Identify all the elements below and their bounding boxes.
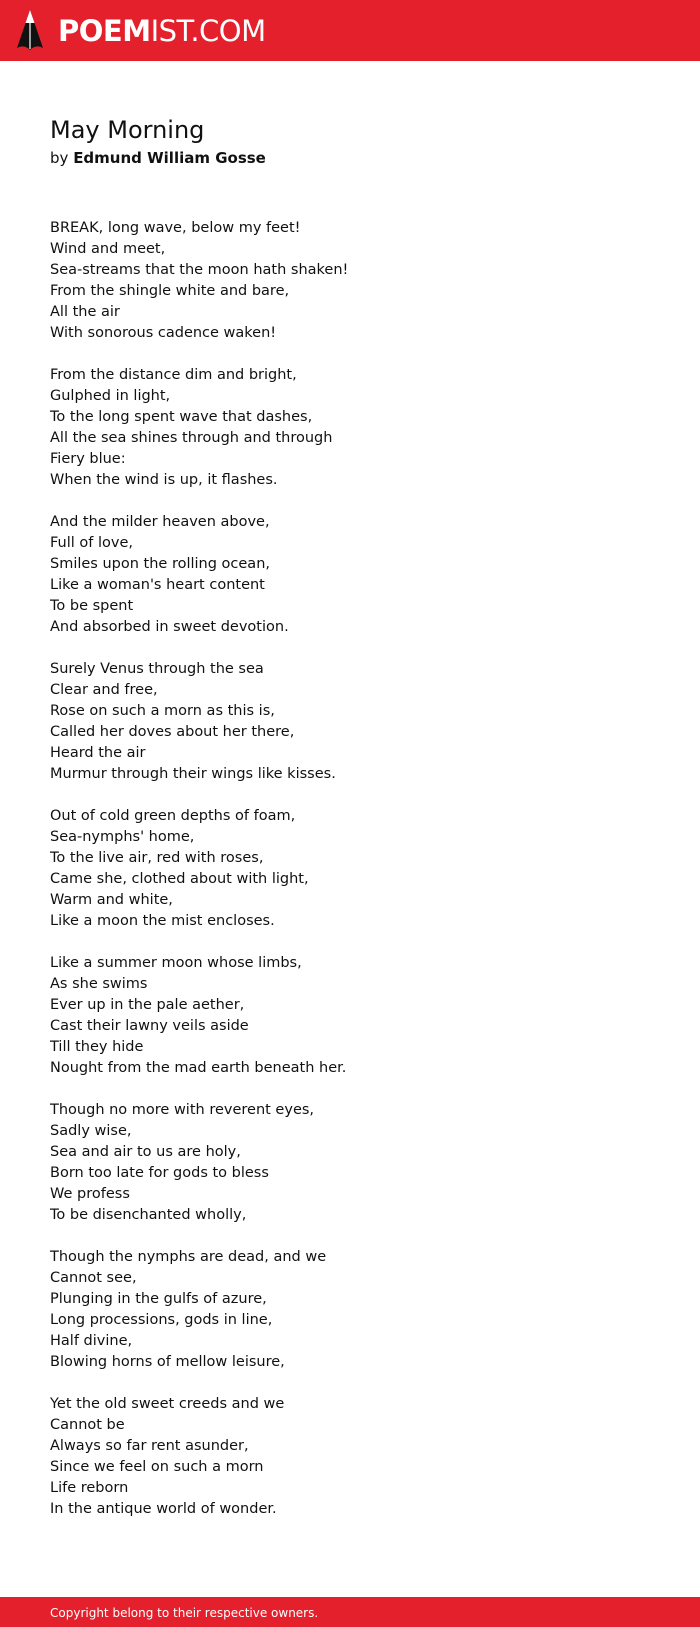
by-label: by xyxy=(50,149,69,167)
poem-line: Heard the air xyxy=(50,745,146,761)
poem-line: To the live air, red with roses, xyxy=(50,850,264,866)
poem-line: Though the nymphs are dead, and we xyxy=(50,1249,327,1265)
poem-line: From the shingle white and bare, xyxy=(50,283,290,299)
poem-line: Sea-nymphs' home, xyxy=(50,829,195,845)
footer-copyright: Copyright belong to their respective owners. xyxy=(50,1606,319,1620)
poem-stanza xyxy=(50,659,670,785)
poem-line: Long processions, gods in line, xyxy=(50,1312,273,1328)
poem-line: Blowing horns of mellow leisure, xyxy=(50,1354,285,1370)
poem-line: And absorbed in sweet devotion. xyxy=(50,619,289,635)
poem-line: Wind and meet, xyxy=(50,241,166,257)
poem-line: All the sea shines through and through xyxy=(50,430,333,446)
poem-line: Clear and free, xyxy=(50,682,158,698)
poem-line: Life reborn xyxy=(50,1480,129,1496)
poem-line: Called her doves about her there, xyxy=(50,724,295,740)
poem-line: And the milder heaven above, xyxy=(50,514,270,530)
poem-line: Surely Venus through the sea xyxy=(50,661,264,677)
poem-line: Fiery blue: xyxy=(50,451,126,467)
poem-line: With sonorous cadence waken! xyxy=(50,325,277,341)
poem-line: Cannot see, xyxy=(50,1270,137,1286)
poem-stanza xyxy=(50,1100,670,1226)
poem-line: From the distance dim and bright, xyxy=(50,367,297,383)
poem-stanza xyxy=(50,1394,670,1520)
poem-stanza xyxy=(50,806,670,932)
poem-line: To be spent xyxy=(50,598,134,614)
site-header xyxy=(0,0,700,61)
poem-line: To the long spent wave that dashes, xyxy=(50,409,313,425)
poem-line: Ever up in the pale aether, xyxy=(50,997,245,1013)
poem-line: Gulphed in light, xyxy=(50,388,171,404)
poem-stanza xyxy=(50,953,670,1079)
poem-byline xyxy=(50,147,266,169)
poem-stanza xyxy=(50,512,670,638)
poem-line: Smiles upon the rolling ocean, xyxy=(50,556,270,572)
poem-line: Sadly wise, xyxy=(50,1123,132,1139)
poem-line: Sea and air to us are holy, xyxy=(50,1144,241,1160)
poem-stanza xyxy=(50,365,670,491)
poem-line: Cannot be xyxy=(50,1417,125,1433)
pencil-tip-icon xyxy=(16,9,44,53)
site-brand-name xyxy=(58,13,266,48)
brand-bold-part: POEM xyxy=(58,13,151,48)
poem-line: All the air xyxy=(50,304,120,320)
poem-line: Cast their lawny veils aside xyxy=(50,1018,249,1034)
poem-line: To be disenchanted wholly, xyxy=(50,1207,247,1223)
poem-line: Full of love, xyxy=(50,535,133,551)
poem-line: Like a moon the mist encloses. xyxy=(50,913,275,929)
poem-line: Since we feel on such a morn xyxy=(50,1459,264,1475)
poem-line: Murmur through their wings like kisses. xyxy=(50,766,336,782)
poem-author: Edmund William Gosse xyxy=(73,149,266,167)
poem-line: Like a summer moon whose limbs, xyxy=(50,955,302,971)
poem-line: Plunging in the gulfs of azure, xyxy=(50,1291,267,1307)
poem-line: Half divine, xyxy=(50,1333,133,1349)
poem-stanza xyxy=(50,1247,670,1373)
poem-line: As she swims xyxy=(50,976,148,992)
poem-line: Rose on such a morn as this is, xyxy=(50,703,275,719)
site-logo-link[interactable] xyxy=(16,8,266,54)
poem-line: Yet the old sweet creeds and we xyxy=(50,1396,285,1412)
poem-line: BREAK, long wave, below my feet! xyxy=(50,220,301,236)
poem-line: Though no more with reverent eyes, xyxy=(50,1102,315,1118)
poem-line: Till they hide xyxy=(50,1039,144,1055)
poem-title: May Morning xyxy=(50,116,205,144)
poem-body xyxy=(50,218,670,1541)
poem-line: Always so far rent asunder, xyxy=(50,1438,249,1454)
poem-line: Warm and white, xyxy=(50,892,173,908)
poem-line: Sea-streams that the moon hath shaken! xyxy=(50,262,349,278)
brand-light-part: IST.COM xyxy=(150,13,266,48)
poem-stanza xyxy=(50,218,670,344)
poem-line: Out of cold green depths of foam, xyxy=(50,808,296,824)
site-footer xyxy=(0,1597,700,1627)
poem-line: In the antique world of wonder. xyxy=(50,1501,277,1517)
poem-line: Nought from the mad earth beneath her. xyxy=(50,1060,347,1076)
poem-line: When the wind is up, it flashes. xyxy=(50,472,278,488)
poem-line: Born too late for gods to bless xyxy=(50,1165,269,1181)
poem-line: Like a woman's heart content xyxy=(50,577,265,593)
poem-line: We profess xyxy=(50,1186,130,1202)
poem-line: Came she, clothed about with light, xyxy=(50,871,309,887)
